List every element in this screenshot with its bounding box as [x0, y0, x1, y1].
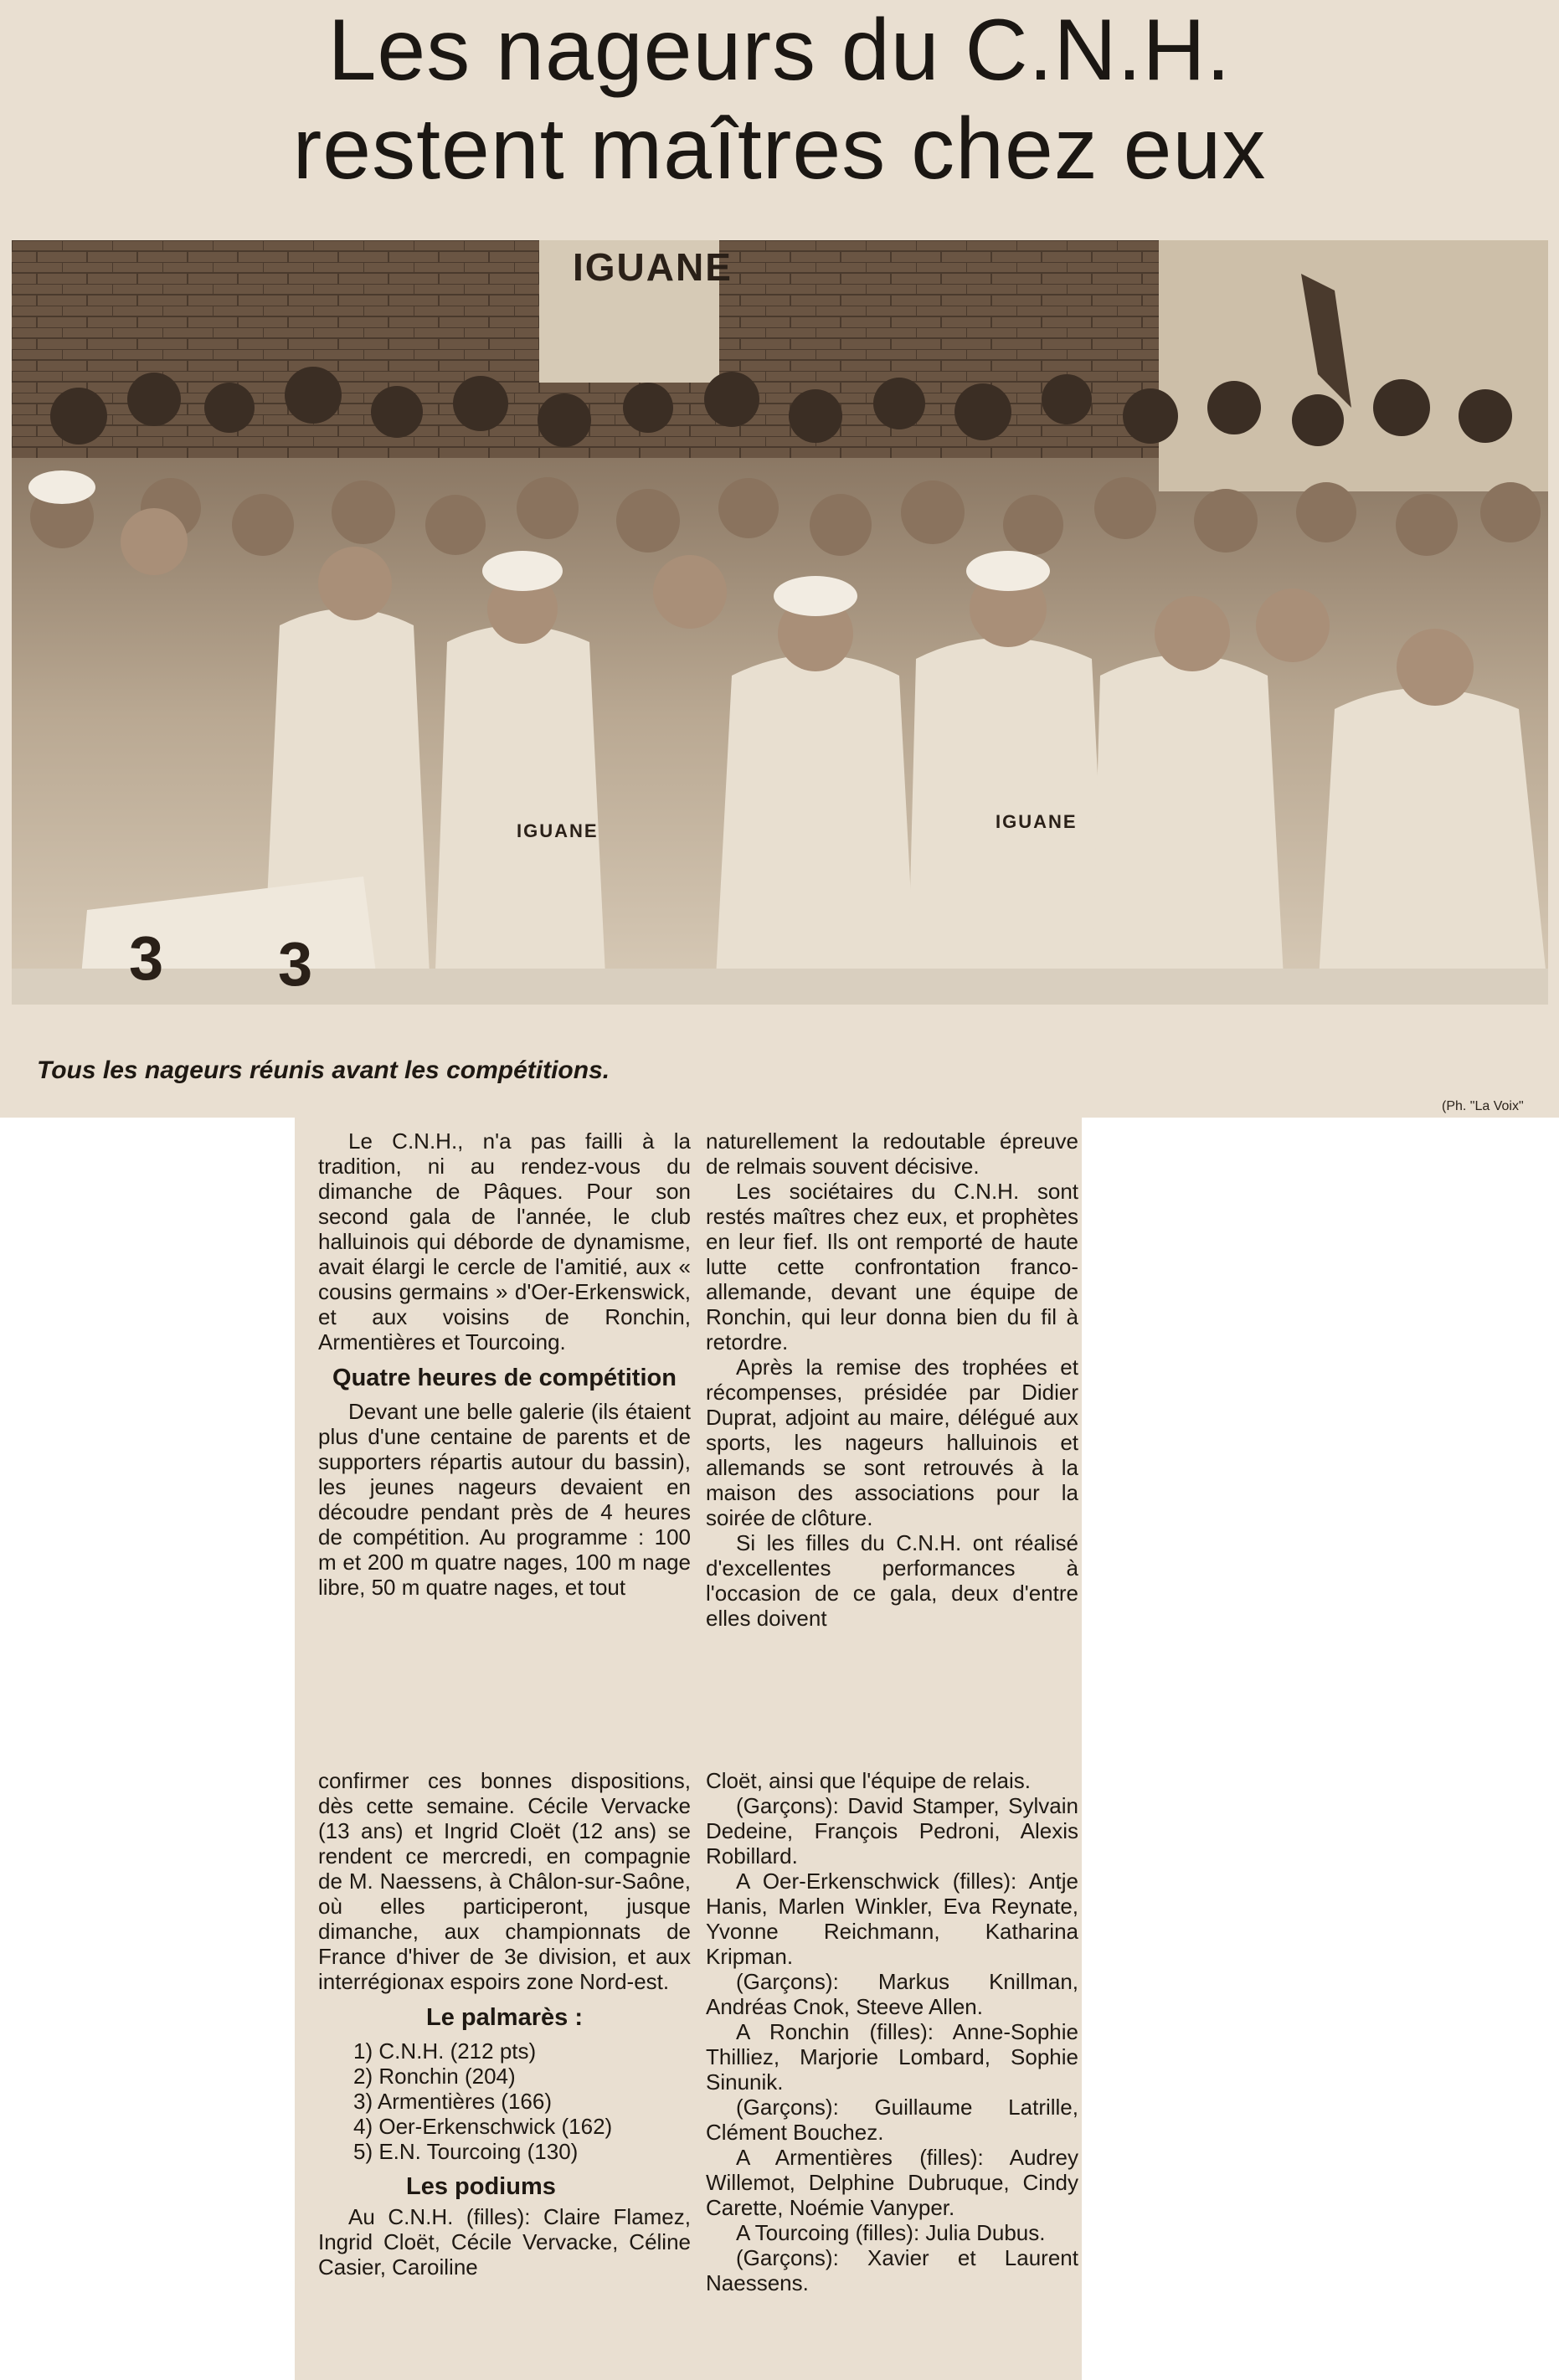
article-column-3 [318, 1768, 691, 2280]
headline-line-1: Les nageurs du C.N.H. [327, 2, 1232, 99]
block-number-2: 3 [278, 929, 313, 999]
shirt-print-1: IGUANE [517, 820, 599, 841]
banner-sign-text: IGUANE [573, 245, 733, 289]
paragraph: naturellement la redoutable épreuve de relmais souvent décisive. [706, 1128, 1078, 1179]
paragraph: A Ronchin (filles): Anne-Sophie Thilliez, Marjorie Lombard, Sophie Sinunik. [706, 2019, 1078, 2095]
block-number-1: 3 [129, 923, 164, 993]
ranking-item: 2) Ronchin (204) [353, 2064, 516, 2089]
headline-line-2: restent maîtres chez eux [292, 100, 1267, 198]
paragraph: (Garçons): Xavier et Laurent Naessens. [706, 2245, 1078, 2295]
article-column-2 [706, 1128, 1078, 1631]
swimmers-robes [263, 609, 1548, 994]
article-column-1 [318, 1128, 691, 1600]
paragraph: A Armentières (filles): Audrey Willemot, Delphine Dubruque, Cindy Carette, Noémie Vanyper. [706, 2145, 1078, 2220]
paragraph: Cloët, ainsi que l'équipe de relais. [706, 1768, 1031, 1793]
paragraph: (Garçons): David Stamper, Sylvain Dedeine, François Pedroni, Alexis Robillard. [706, 1793, 1078, 1869]
paragraph: Devant une belle galerie (ils étaient plus d'une centaine de parents et de supporters répartis autour du bassin), les jeunes nageurs devaient en découdre pendant près de 4 heures de compétition. Au programme : 100 m et 200 m quatre nages, 100 m nage libre, 50 m quatre nages, et tout [318, 1399, 691, 1600]
subheading: Quatre heures de compétition [332, 1365, 677, 1391]
article-column-4 [706, 1768, 1078, 2295]
paragraph: A Tourcoing (filles): Julia Dubus. [736, 2220, 1046, 2245]
paragraph: Le C.N.H., n'a pas failli à la tradition, ni au rendez-vous du dimanche de Pâques. Pour son second gala de l'année, le club halluinois qui déborde de dynamisme, avait élargi le cercle de l'amitié, aux « cousins germains » d'Oer-Erkenswick, et aux voisins de Ronchin, Armentières et Tourcoing. [318, 1128, 691, 1354]
paragraph: Après la remise des trophées et récompenses, présidée par Didier Duprat, adjoint au maire, délégué aux sports, les nageurs halluinois et allemands se sont retrouvés à la maison des associations pour la soirée de clôture. [706, 1354, 1078, 1530]
ranking-item: 5) E.N. Tourcoing (130) [353, 2139, 579, 2164]
pool-deck [12, 969, 1548, 1005]
paragraph: (Garçons): Guillaume Latrille, Clément Bouchez. [706, 2095, 1078, 2145]
ranking-item: 1) C.N.H. (212 pts) [353, 2038, 537, 2064]
ranking-item: 4) Oer-Erkenschwick (162) [353, 2114, 613, 2139]
subheading-palmares: Le palmarès : [426, 2004, 583, 2031]
group-photo [12, 240, 1548, 1005]
ranking-item: 3) Armentières (166) [353, 2089, 552, 2114]
photo-illustration [12, 240, 1548, 1005]
paragraph: Les sociétaires du C.N.H. sont restés maîtres chez eux, et prophètes en leur fief. Ils ont remporté de haute lutte cette confrontation franco-allemande, devant une équipe de Ronchin, qui leur donna bien du fil à retordre. [706, 1179, 1078, 1354]
paragraph: confirmer ces bonnes dispositions, dès cette semaine. Cécile Vervacke (13 ans) et Ingrid Cloët (12 ans) se rendent ce mercredi, en compagnie de M. Naessens, à Châlon-sur-Saône, où elles participeront, jusque dimanche, aux championnats de France d'hiver de 3e division, et aux interrégionax espoirs zone Nord-est. [318, 1768, 691, 1994]
subheading-podiums: Les podiums [406, 2173, 556, 2200]
paragraph: (Garçons): Markus Knillman, Andréas Cnok, Steeve Allen. [706, 1969, 1078, 2019]
paragraph: A Oer-Erkenschwick (filles): Antje Hanis, Marlen Winkler, Eva Reynate, Yvonne Reichmann, Katharina Kripman. [706, 1869, 1078, 1969]
paragraph: Au C.N.H. (filles): Claire Flamez, Ingrid Cloët, Cécile Vervacke, Céline Casier, Caroiline [318, 2204, 691, 2280]
wall-panel [1159, 240, 1548, 491]
crowd-faces-middle [30, 477, 1541, 556]
shirt-print-2: IGUANE [996, 811, 1078, 832]
photo-caption: Tous les nageurs réunis avant les compétitions. [37, 1056, 610, 1084]
photo-credit: (Ph. "La Voix" [1442, 1099, 1524, 1113]
paragraph: Si les filles du C.N.H. ont réalisé d'excellentes performances à l'occasion de ce gala, deux d'entre elles doivent [706, 1530, 1078, 1631]
